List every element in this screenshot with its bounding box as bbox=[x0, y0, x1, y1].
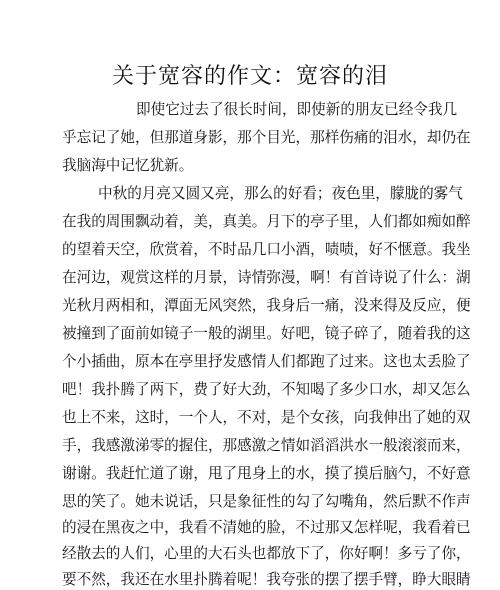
paragraph-line: 思的笑了。她未说话，只是象征性的勾了勾嘴角，然后默不作声 bbox=[62, 493, 471, 510]
paragraph-line: 经散去的人们，心里的大石头也都放下了，你好啊！多亏了你， bbox=[62, 545, 471, 562]
paragraph-line: 的浸在黑夜之中，我看不清她的脸，不过那又怎样呢，我看着已 bbox=[62, 519, 471, 536]
paragraph-line: 中秋的月亮又圆又亮，那么的好看；夜色里，朦胧的雾气 bbox=[98, 185, 463, 202]
paragraph-line: 在河边，观赏这样的月景，诗情弥漫，啊！有首诗说了什么：湖 bbox=[62, 269, 471, 286]
paragraph-line: 手，我感激涕零的握住，那感激之情如滔滔洪水一般滚滚而来， bbox=[62, 437, 471, 454]
paragraph-line: 在我的周围飘动着，美，真美。月下的亭子里，人们都如痴如醉 bbox=[62, 213, 471, 230]
paragraph-line: 要不然，我还在水里扑腾着呢！我夸张的摆了摆手臂，睁大眼睛 bbox=[62, 571, 471, 588]
paragraph-line: 吧！我扑腾了两下，费了好大劲，不知喝了多少口水，却又怎么 bbox=[62, 381, 471, 398]
paragraph-line: 的望着天空，欣赏着，不时品几口小酒，啧啧，好不惬意。我坐 bbox=[62, 241, 471, 258]
paragraph-line: 即使它过去了很长时间，即使新的朋友已经令我几 bbox=[136, 101, 458, 118]
paragraph-line: 光秋月两相和，潭面无风突然，我身后一痛，没来得及反应，便 bbox=[62, 297, 471, 314]
paragraph-line: 被撞到了面前如镜子一般的湖里。好吧，镜子碎了，随着我的这 bbox=[62, 325, 471, 342]
paragraph-line: 谢谢。我赶忙道了谢，甩了甩身上的水，摸了摸后脑勺，不好意 bbox=[62, 465, 471, 482]
paragraph-line: 乎忘记了她，但那道身影，那个目光，那样伤痛的泪水，却仍在 bbox=[62, 129, 471, 146]
article-title: 关于宽容的作文：宽容的泪 bbox=[111, 64, 388, 89]
paragraph-line: 我脑海中记忆犹新。 bbox=[62, 157, 194, 174]
paragraph-line: 也上不来，这时，一个人，不对，是个女孩，向我伸出了她的双 bbox=[62, 409, 471, 426]
paragraph-line: 个小插曲，原本在亭里抒发感情人们都跑了过来。这也太丢脸了 bbox=[62, 353, 471, 370]
